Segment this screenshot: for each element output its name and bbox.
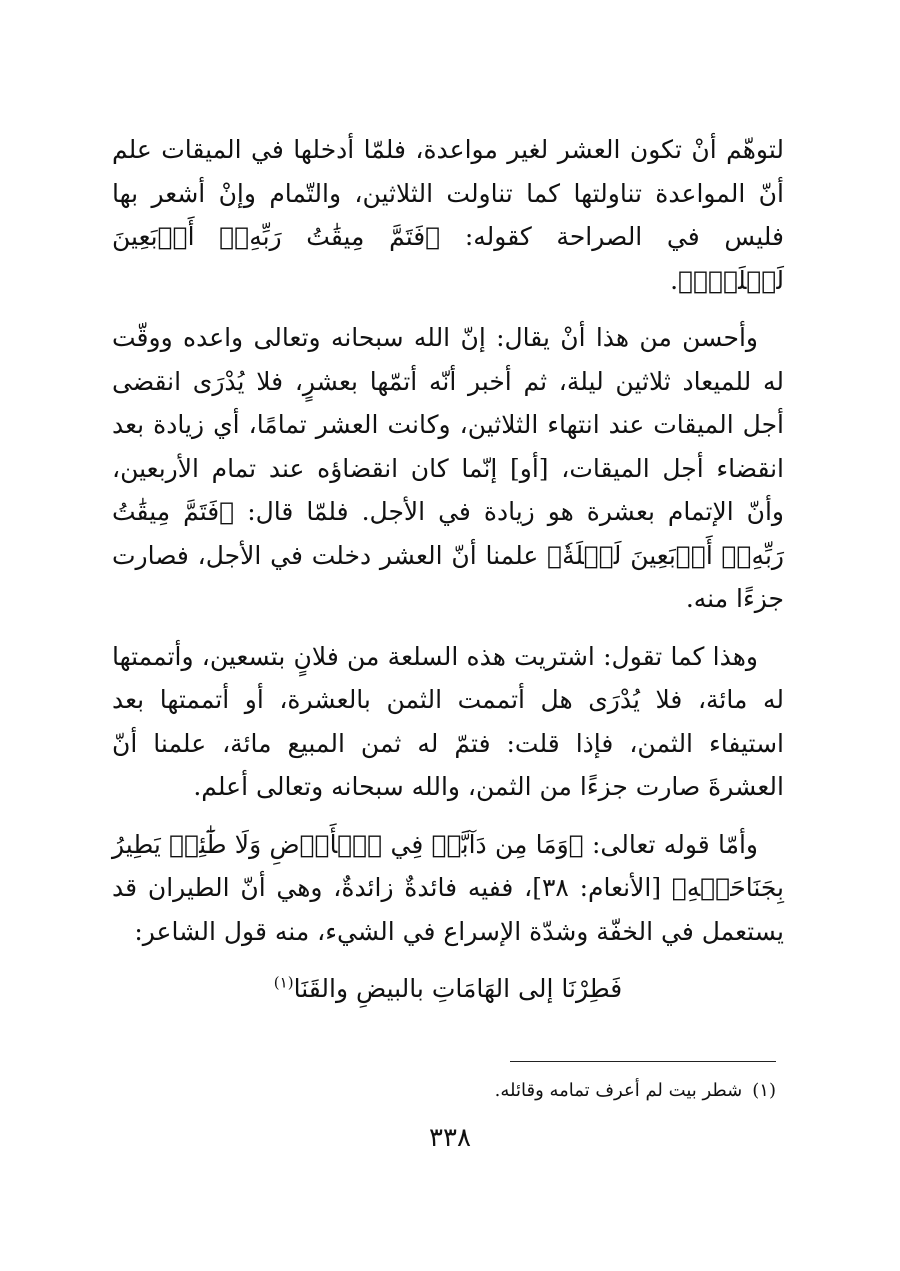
footnote-text: شطر بيت لم أعرف تمامه وقائله. bbox=[494, 1080, 743, 1101]
paragraph-4 bbox=[112, 823, 784, 954]
paragraph-1-text: لتوهّم أنْ تكون العشر لغير مواعدة، فلمّا أدخلها في الميقات علم أنّ المواعدة تناولتها كما تناولت الثلاثين، والتّمام وإنْ أشعر بها فليس في الصراحة كقوله: ﴿فَتَمَّ مِيقَٰتُ رَبِّهِۦٓ أَرۡبَعِينَ لَيۡلَةٗۚ﴾. bbox=[112, 135, 784, 295]
main-text bbox=[112, 128, 784, 1011]
paragraph-3-text: وهذا كما تقول: اشتريت هذه السلعة من فلانٍ بتسعين، وأتممتها له مائة، فلا يُدْرَى هل أتممت الثمن بالعشرة، أو أتممتها بعد استيفاء الثمن، فإذا قلت: فتمّ له ثمن المبيع مائة، علمنا أنّ العشرةَ صارت جزءًا من الثمن، والله سبحانه وتعالى أعلم. bbox=[112, 641, 784, 801]
paragraph-2-text: وأحسن من هذا أنْ يقال: إنّ الله سبحانه وتعالى واعده ووقّت له للميعاد ثلاثين ليلة، ثم أخبر أنّه أتمّها بعشرٍ، فلا يُدْرَى انقضى أجل الميقات عند انتهاء الثلاثين، وكانت العشر تمامًا، أي زيادة بعد انقضاء أجل الميقات، [أو] إنّما كان انقضاؤه عند تمام الأربعين، وأنّ الإتمام بعشرة هو زيادة في الأجل. فلمّا قال: ﴿فَتَمَّ مِيقَٰتُ رَبِّهِۦٓ أَرۡبَعِينَ لَيۡلَةٗ﴾ علمنا أنّ العشر دخلت في الأجل، فصارت جزءًا منه. bbox=[112, 323, 784, 613]
page-number: ٣٣٨ bbox=[429, 1123, 471, 1153]
footnote bbox=[112, 1078, 776, 1104]
poetry-verse bbox=[112, 967, 784, 1011]
footnote-separator bbox=[510, 1061, 776, 1062]
verse-text: فَطِرْنَا إلى الهَامَاتِ بالبيضِ والقَنَا bbox=[293, 974, 623, 1003]
paragraph-4-text: وأمّا قوله تعالى: ﴿وَمَا مِن دَآبَّةٖ فِي ٱلۡأَرۡضِ وَلَا طَٰٓئِرٖ يَطِيرُ بِجَنَاحَيۡهِ﴾ [الأنعام: ٣٨]، ففيه فائدةٌ زائدةٌ، وهي أنّ الطيران قد يستعمل في الخفّة وشدّة الإسراع في الشيء، منه قول الشاعر: bbox=[112, 829, 784, 946]
paragraph-1 bbox=[112, 128, 784, 302]
footnote-number: (١) bbox=[752, 1080, 776, 1101]
footnote-reference: (١) bbox=[273, 973, 294, 992]
paragraph-3 bbox=[112, 635, 784, 809]
paragraph-2 bbox=[112, 316, 784, 621]
